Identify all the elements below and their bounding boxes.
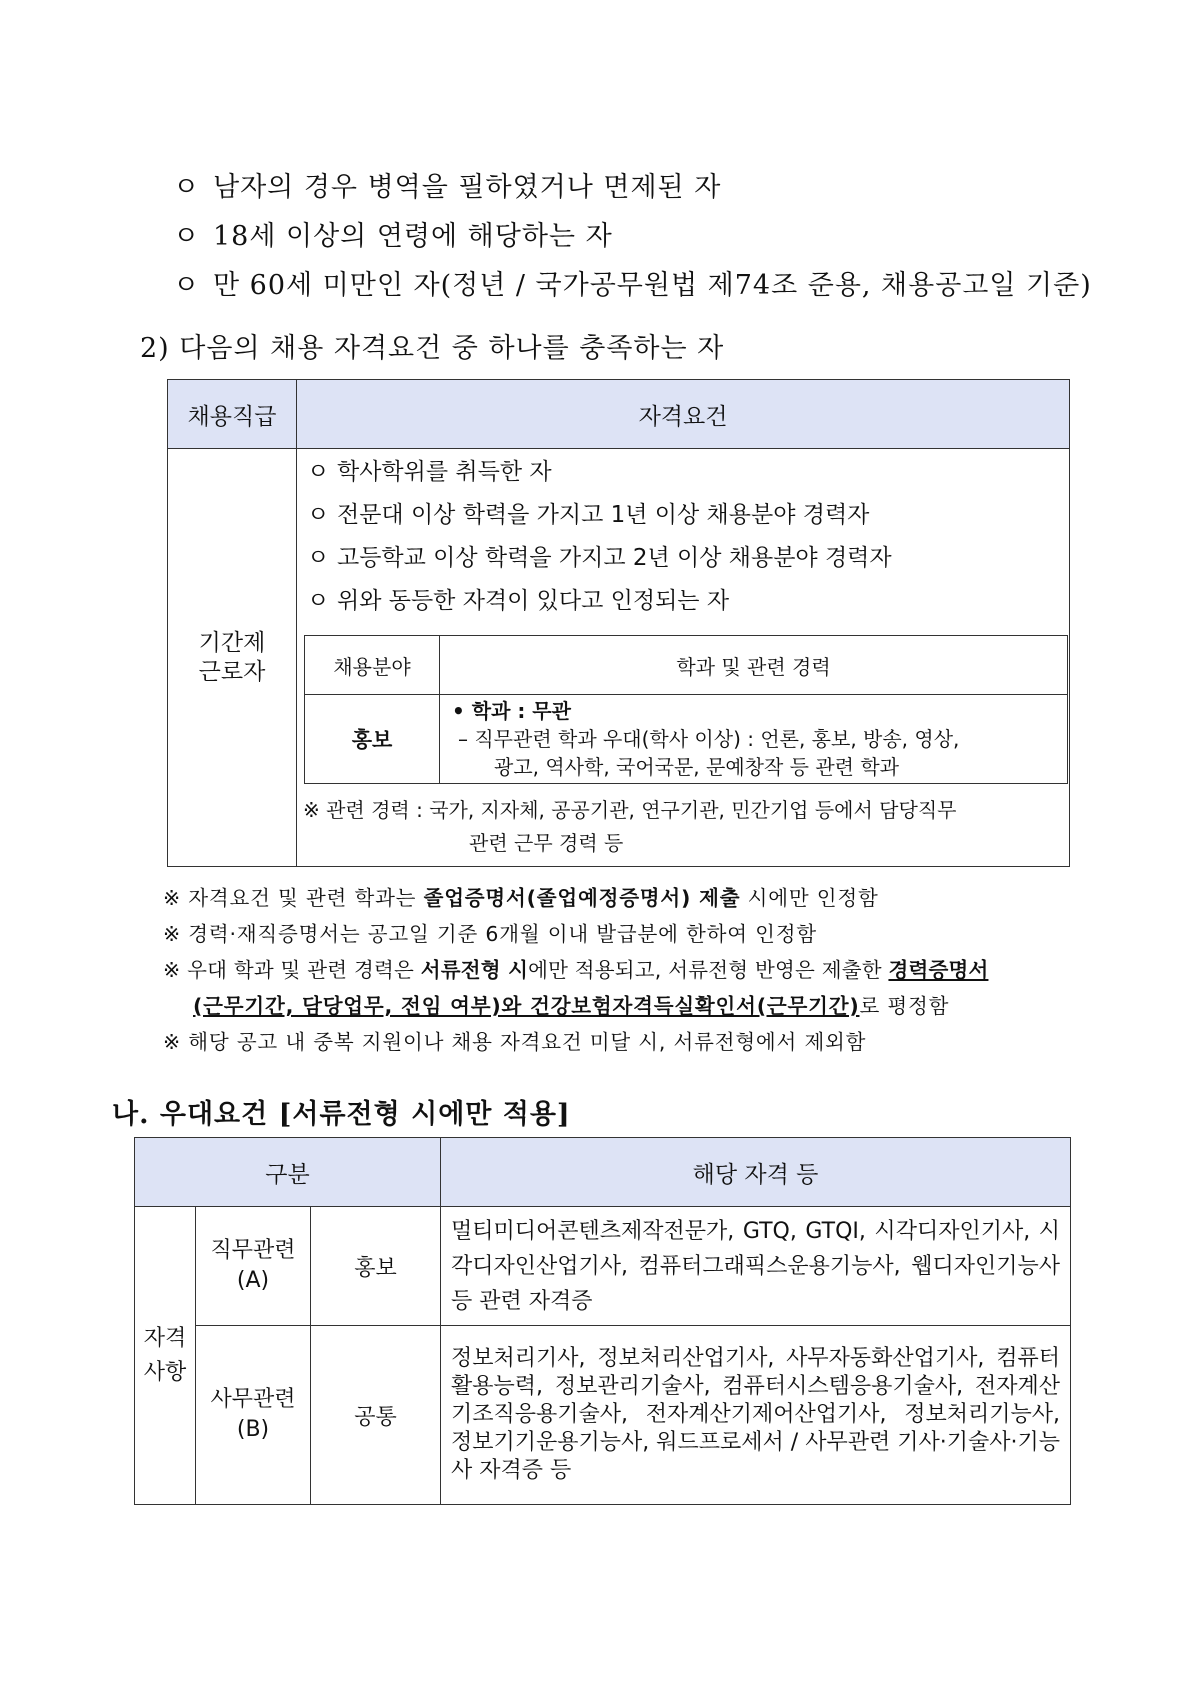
eligibility-item: ㅇ 18세 이상의 연령에 해당하는 자 — [173, 214, 613, 253]
qualifications-cell: 멀티미디어콘텐츠제작전문가, GTQ, GTQI, 시각디자인기사, 시각디자인산업기사, 컴퓨터그래픽스운용기능사, 웹디자인기능사 등 관련 자격증 — [441, 1207, 1071, 1326]
bullet-icon: ㅇ — [307, 588, 330, 614]
bullet-icon: ㅇ — [307, 502, 330, 528]
category-cell: 사무관련 (B) — [196, 1326, 311, 1505]
group-cell: 자격 사항 — [135, 1207, 196, 1505]
criteria-item: ㅇ 고등학교 이상 학력을 가지고 2년 이상 채용분야 경력자 — [297, 537, 1069, 580]
criteria-cell — [297, 449, 1070, 867]
criteria-item: ㅇ 위와 동등한 자격이 있다고 인정되는 자 — [297, 580, 1069, 623]
bullet-icon: ㅇ — [173, 221, 201, 252]
qualifications-cell: 정보처리기사, 정보처리산업기사, 사무자동화산업기사, 컴퓨터활용능력, 정보관리기술사, 컴퓨터시스템응용기술사, 전자계산기조직응용기술사, 전자계산기제어산업기사, 정보처리기능사, 정보기기운용기능사, 워드프로세서 / 사무관련 기사·기술사·기능사 자격증 등 — [441, 1326, 1071, 1505]
section2-title: 2) 다음의 채용 자격요건 중 하나를 충족하는 자 — [140, 333, 725, 364]
table2-header-category: 구분 — [135, 1138, 441, 1207]
career-note: ※ 관련 경력 : 국가, 지자체, 공공기관, 연구기관, 민간기업 등에서 담당직무 관련 근무 경력 등 — [303, 798, 957, 855]
requirements-table — [167, 379, 1070, 867]
field-cell: 홍보 — [311, 1207, 441, 1326]
table1-header-position: 채용직급 — [168, 380, 297, 449]
section-na-title: 나. 우대요건 [서류전형 시에만 적용] — [112, 1099, 571, 1130]
note-3-continued: (근무기간, 담당업무, 전임 여부)와 건강보험자격득실확인서(근무기간)로 평정함 — [193, 994, 950, 1018]
note-4: ※ 해당 공고 내 중복 지원이나 채용 자격요건 미달 시, 서류전형에서 제외함 — [163, 1030, 867, 1054]
note-3: ※ 우대 학과 및 관련 경력은 서류전형 시에만 적용되고, 서류전형 반영은 제출한 경력증명서 — [163, 958, 989, 982]
bullet-icon: ㅇ — [307, 545, 330, 571]
position-cell: 기간제 근로자 — [168, 449, 297, 867]
field-table — [304, 635, 1068, 784]
field-value: 홍보 — [305, 695, 440, 784]
preference-table — [134, 1137, 1071, 1505]
table2-header-qualifications: 해당 자격 등 — [441, 1138, 1071, 1207]
note-1: ※ 자격요건 및 관련 학과는 졸업증명서(졸업예정증명서) 제출 시에만 인정함 — [163, 886, 879, 910]
criteria-item: ㅇ 전문대 이상 학력을 가지고 1년 이상 채용분야 경력자 — [297, 494, 1069, 537]
eligibility-item: ㅇ 남자의 경우 병역을 필하였거나 면제된 자 — [173, 165, 721, 204]
eligibility-item: ㅇ 만 60세 미만인 자(정년 / 국가공무원법 제74조 준용, 채용공고일 기준) — [173, 263, 1092, 302]
field-cell: 공통 — [311, 1326, 441, 1505]
dept-header: 학과 및 관련 경력 — [440, 636, 1068, 695]
dept-cell: • 학과 : 무관 – 직무관련 학과 우대(학사 이상) : 언론, 홍보, 방송, 영상, 광고, 역사학, 국어국문, 문예창작 등 관련 학과 — [440, 695, 1068, 784]
note-2: ※ 경력·재직증명서는 공고일 기준 6개월 이내 발급분에 한하여 인정함 — [163, 922, 817, 946]
category-cell: 직무관련 (A) — [196, 1207, 311, 1326]
bullet-icon: ㅇ — [173, 270, 201, 301]
criteria-item: ㅇ 학사학위를 취득한 자 — [297, 451, 1069, 494]
table1-header-criteria: 자격요건 — [297, 380, 1070, 449]
bullet-icon: ㅇ — [173, 172, 201, 203]
bullet-icon: ㅇ — [307, 459, 330, 485]
field-header: 채용분야 — [305, 636, 440, 695]
